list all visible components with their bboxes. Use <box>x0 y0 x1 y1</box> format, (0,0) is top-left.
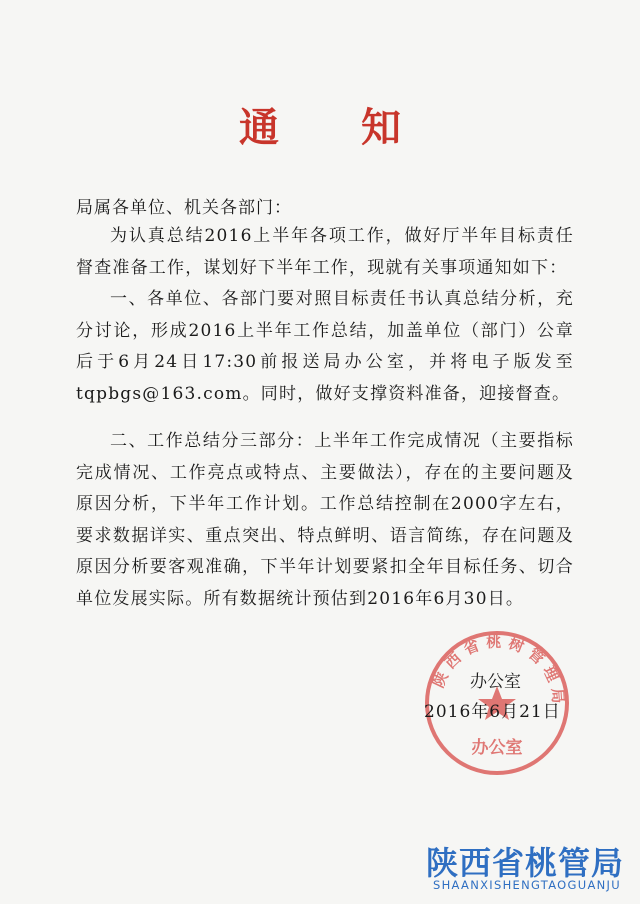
salutation: 局属各单位、机关各部门： <box>76 198 292 218</box>
seal-ring-text: 陕西省桃树管理局 <box>429 632 568 710</box>
paragraph-item-2: 二、工作总结分三部分：上半年工作完成情况（主要指标完成情况、工作亮点或特点、主要做法），存在的主要问题及原因分析，下半年工作计划。工作总结控制在2000字左右，要求数据详实、重点突出、特点鲜明、语言简练，存在问题及原因分析要客观准确，下半年计划要紧扣全年目标任务、切合单位发展实际。所有数据统计预估到2016年6月30日。 <box>76 431 574 609</box>
signature-office: 办公室 <box>470 672 521 692</box>
watermark-pinyin: SHAANXISHENGTAOGUANJU <box>433 878 621 892</box>
watermark-logo-text: 陕西省桃管局 <box>426 844 625 882</box>
signature-date: 2016年6月21日 <box>424 702 561 722</box>
seal-center-text: 办公室 <box>471 738 523 758</box>
paragraph-item-1: 一、各单位、各部门要对照目标责任书认真总结分析，充分讨论，形成2016上半年工作总结，加盖单位（部门）公章后于6月24日17:30前报送局办公室，并将电子版发至tqpbgs@163.com。同时，做好支撑资料准备，迎接督查。 <box>76 289 574 404</box>
document-title: 通 知 <box>239 104 435 151</box>
paragraph-intro: 为认真总结2016上半年各项工作，做好厅半年目标责任督查准备工作，谋划好下半年工作，现就有关事项通知如下： <box>76 226 574 278</box>
